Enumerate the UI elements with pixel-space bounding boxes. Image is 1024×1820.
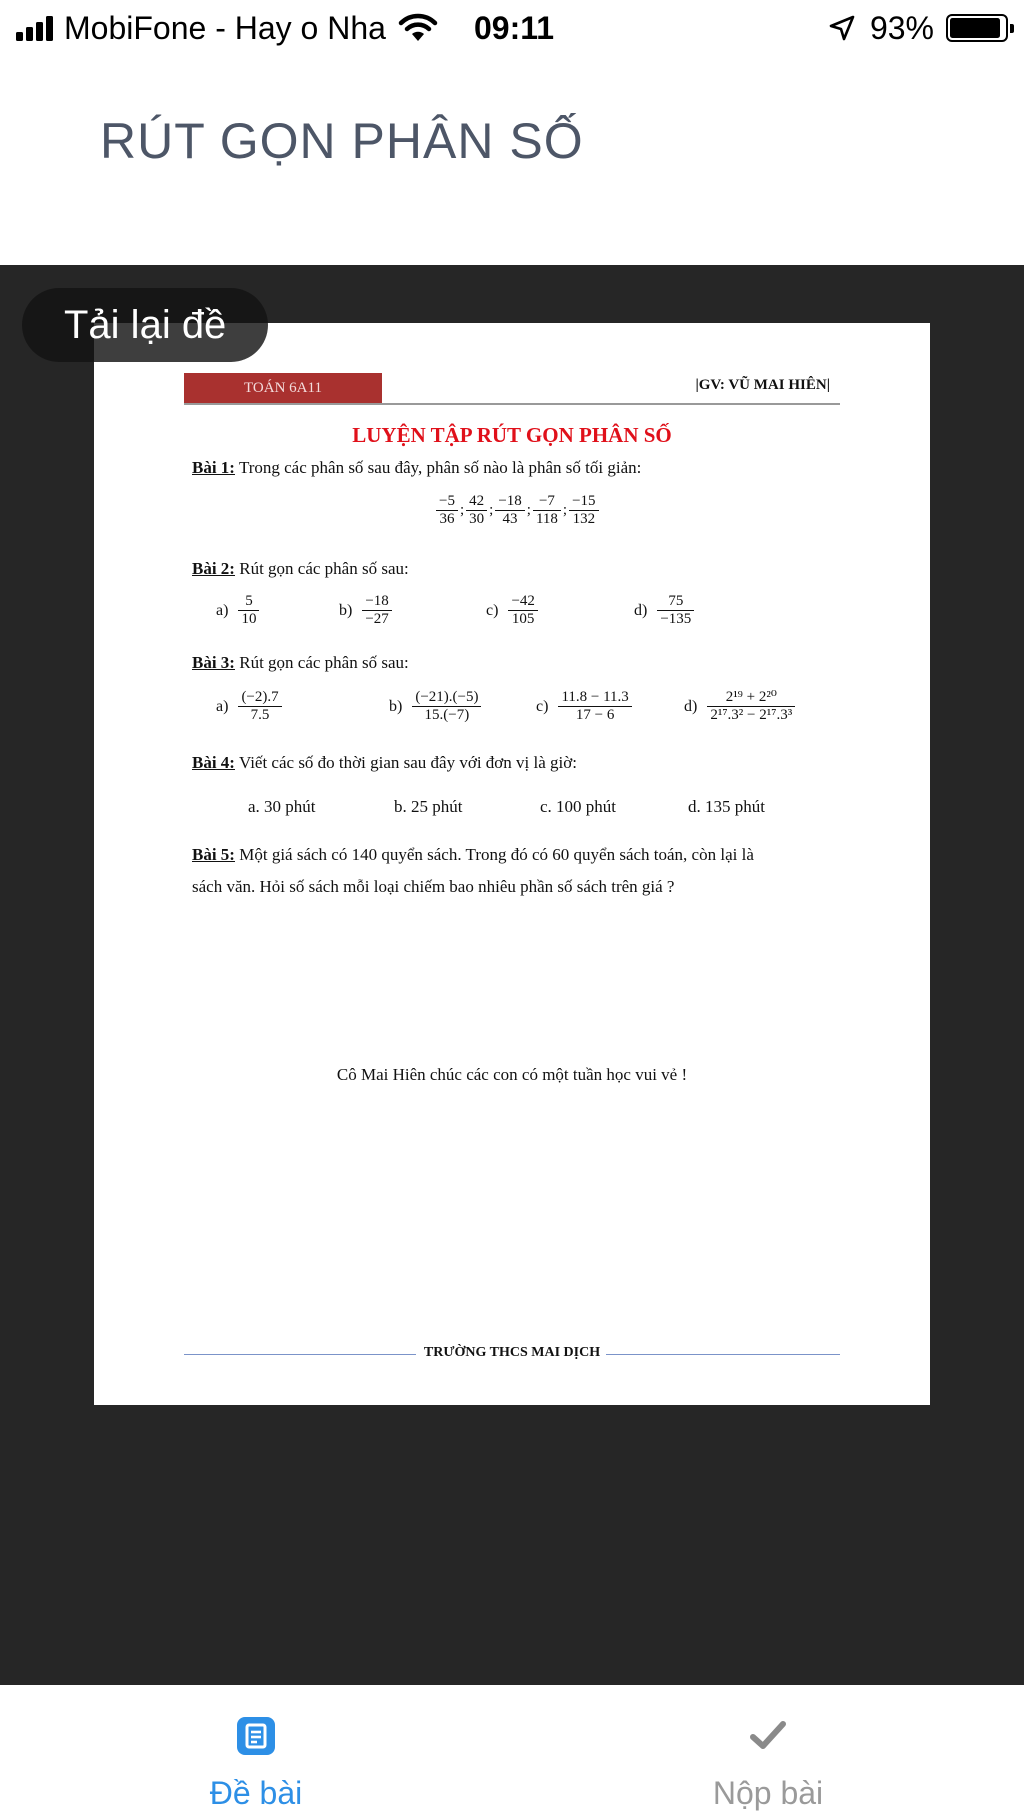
checkmark-icon: [747, 1715, 789, 1757]
exercise-2-item-b: b) $\frac{-18}{-27}$: [339, 593, 394, 628]
exercise-3-label: Bài 3:: [192, 653, 235, 672]
tab-nop-bai-label: Nộp bài: [712, 1775, 824, 1811]
exercise-4-label: Bài 4:: [192, 753, 235, 772]
reload-button[interactable]: Tải lại đề: [22, 288, 268, 362]
exercise-2-item-a: a) $\frac{5}{10}$: [216, 593, 261, 628]
header-divider: [184, 403, 840, 405]
battery-cap: [1010, 24, 1014, 33]
exercise-4-item-d: d. 135 phút: [688, 797, 765, 816]
document-page: [94, 323, 930, 1405]
exercise-2-label: Bài 2:: [192, 559, 235, 578]
exercise-3-items: [94, 689, 930, 739]
exercise-5-label: Bài 5:: [192, 845, 235, 864]
fraction: $\frac{42}{30}$: [466, 493, 487, 528]
fraction: $\frac{-15}{132}$: [569, 493, 598, 528]
fraction: $\frac{-5}{36}$: [436, 493, 458, 528]
exercise-2-item-d: d) $\frac{75}{-135}$: [634, 593, 696, 628]
exercise-2-items: [94, 593, 930, 643]
exercise-2-item-c: c) $\frac{-42}{105}$: [486, 593, 540, 628]
exercise-5-text-line2: sách văn. Hỏi số sách mỗi loại chiếm bao nhiêu phần số sách trên giá ?: [192, 877, 675, 896]
exercise-1-text: Trong các phân số sau đây, phân số nào là phân số tối giản:: [238, 458, 642, 477]
exercise-4-text: Viết các số đo thời gian sau đây với đơn vị là giờ:: [238, 753, 577, 772]
exercise-3-item-b: b) $\frac{(-21).(-5)}{15.(-7)}$: [389, 689, 483, 724]
status-bar: [0, 0, 1024, 56]
battery-icon: [946, 14, 1008, 42]
status-right: [828, 8, 1008, 48]
signal-icon: [16, 15, 56, 41]
exercise-3-item-c: c) $\frac{11.8 - 11.3}{17 - 6}$: [536, 689, 634, 724]
battery-percent: 93%: [869, 9, 934, 46]
page-title: RÚT GỌN PHÂN SỐ: [100, 113, 584, 169]
exercise-2: [192, 559, 409, 579]
fraction: $\frac{-7}{118}$: [533, 493, 561, 528]
exercise-4-item-a: a. 30 phút: [248, 797, 316, 816]
status-time: 09:11: [474, 10, 555, 46]
exercise-1-label: Bài 1:: [192, 458, 235, 477]
exercise-1-fractions: $\frac{-5}{36}$ ; $\frac{42}{30}$ ; $\frac{-18}{43}$ ; $\frac{-7}{118}$ ; $\frac{-15}{132}$: [434, 493, 601, 528]
exercise-3-item-d: d) $\frac{\text{2¹⁹ + 2²⁰}}{\text{2¹⁷.3² − 2¹⁷.3³}}$: [684, 689, 797, 724]
exercise-4-item-c: c. 100 phút: [540, 797, 617, 816]
school-name: TRƯỜNG THCS MAI DỊCH: [423, 1345, 601, 1360]
location-arrow-icon: [828, 14, 856, 42]
fraction: $\frac{-18}{43}$: [495, 493, 524, 528]
bottom-tab-bar: [0, 1685, 1024, 1820]
exercise-3: [192, 653, 409, 673]
exercise-3-item-a: a) $\frac{(-2).7}{7.5}$: [216, 689, 284, 724]
wifi-icon: [398, 13, 438, 43]
exercise-2-text: Rút gọn các phân số sau:: [239, 559, 409, 578]
document-icon: [235, 1715, 277, 1757]
document-title: LUYỆN TẬP RÚT GỌN PHÂN SỐ: [352, 423, 672, 447]
exercise-4-item-b: b. 25 phút: [394, 797, 463, 816]
exercise-1: [192, 458, 641, 478]
exercise-5: [192, 845, 754, 865]
carrier-name: MobiFone - Hay o Nha: [64, 9, 386, 46]
tab-de-bai-label: Đề bài: [209, 1775, 303, 1811]
class-tag: TOÁN 6A11: [184, 373, 382, 403]
exercise-5-text-line1: Một giá sách có 140 quyển sách. Trong đó có 60 quyển sách toán, còn lại là: [239, 845, 754, 864]
tab-de-bai[interactable]: [0, 1685, 512, 1820]
tab-nop-bai[interactable]: [512, 1685, 1024, 1820]
status-left: [16, 8, 438, 48]
battery-fill: [950, 18, 1000, 38]
exercise-3-text: Rút gọn các phân số sau:: [239, 653, 409, 672]
teacher-name: |GV: VŨ MAI HIÊN|: [695, 377, 830, 393]
exercise-4: [192, 753, 577, 773]
closing-message: Cô Mai Hiên chúc các con có một tuần học vui vẻ !: [336, 1065, 688, 1084]
